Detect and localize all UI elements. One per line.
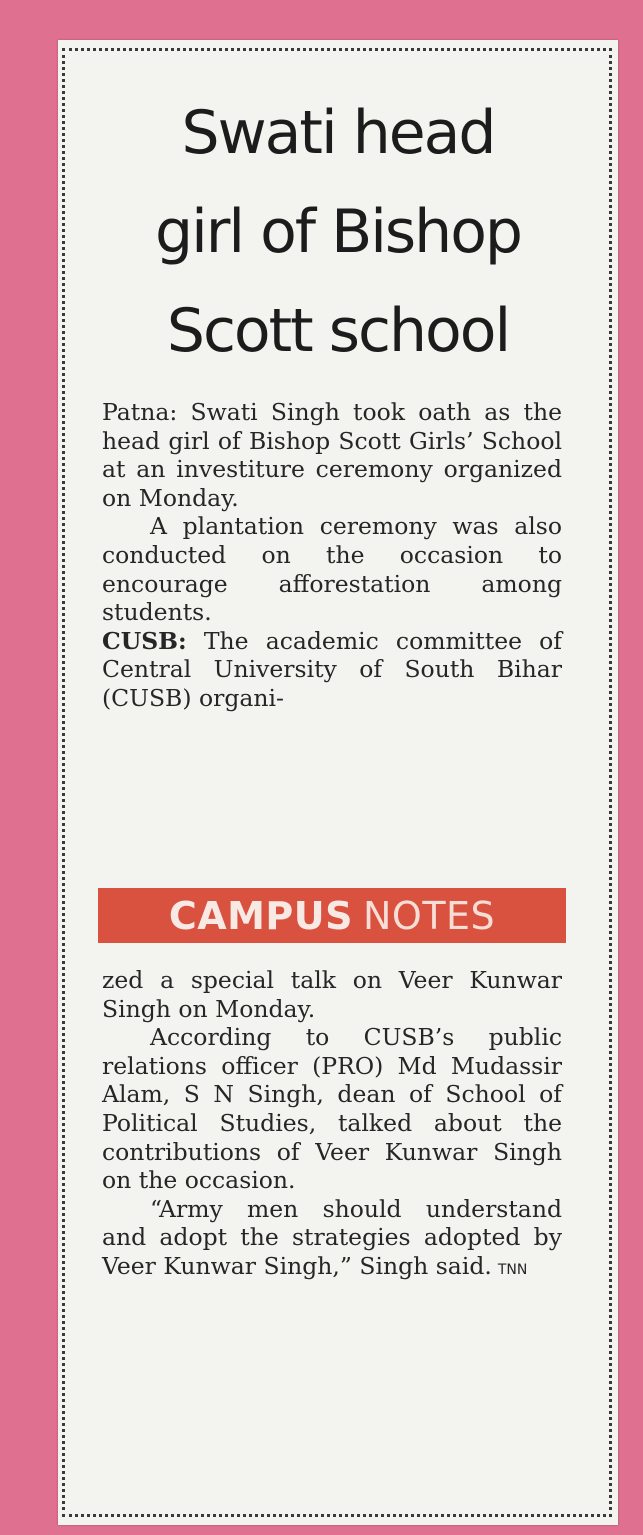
notes-word: NOTES [363, 893, 496, 938]
paragraph-continuation: zed a special talk on Veer Kunwar Singh on Monday. [102, 966, 562, 1023]
newspaper-clipping [58, 40, 618, 1525]
headline-line-3: Scott school [166, 296, 510, 366]
campus-word: CAMPUS [168, 893, 353, 938]
article-body-top [102, 398, 562, 713]
paragraph-pro: According to CUSB’s public relations officer (PRO) Md Mudassir Alam, S N Singh, dean of School of Political Studies, talked about the contributions of Veer Kunwar Singh on the occasion. [102, 1023, 562, 1195]
byline: TNN [497, 1261, 528, 1278]
paragraph-quote [102, 1195, 562, 1285]
headline-line-1: Swati head [181, 98, 495, 168]
headline [58, 84, 618, 381]
paragraph-cusb [102, 627, 562, 713]
paragraph-plantation: A plantation ceremony was also conducted on the occasion to encourage afforestation among students. [102, 512, 562, 627]
campus-notes-banner [98, 888, 566, 943]
quote-text: “Army men should understand and adopt the strategies adopted by Veer Kunwar Singh,” Singh said. [102, 1194, 562, 1280]
article-body-bottom [102, 966, 562, 1285]
headline-line-2: girl of Bishop [155, 197, 521, 267]
paragraph-intro: Patna: Swati Singh took oath as the head girl of Bishop Scott Girls’ School at an investiture ceremony organized on Monday. [102, 398, 562, 512]
cusb-lead: CUSB: [102, 626, 187, 655]
cusb-text: The academic committee of Central University of South Bihar (CUSB) organi- [102, 626, 562, 712]
